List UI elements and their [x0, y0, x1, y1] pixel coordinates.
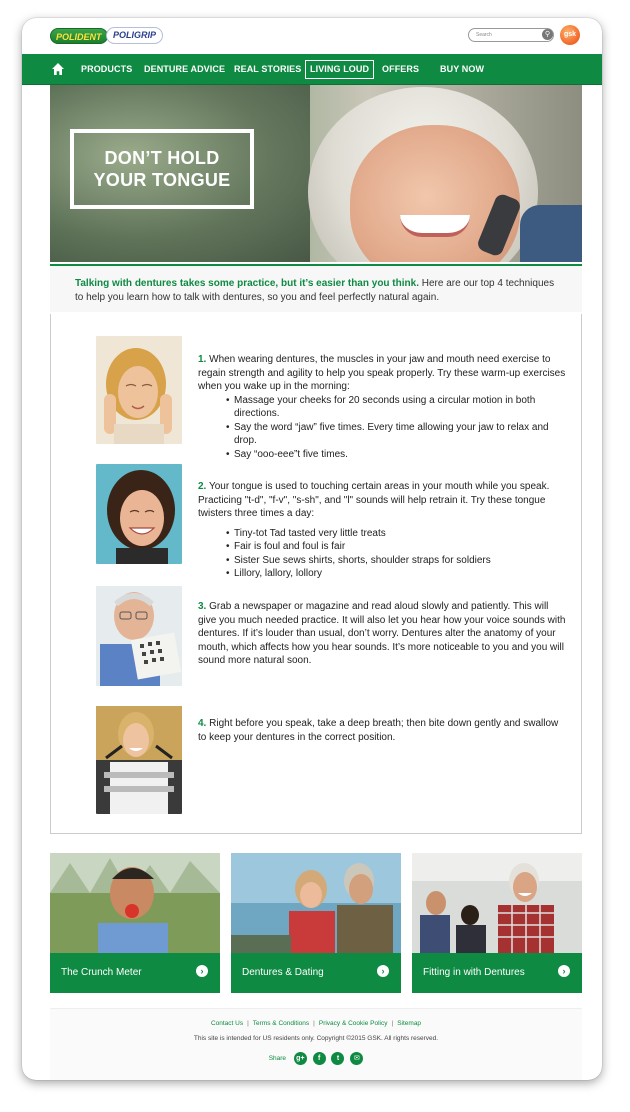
list-item: • Say “ooo-eee”t five times. [226, 448, 566, 462]
poligrip-logo[interactable]: POLIGRIP [106, 27, 163, 44]
tip-4-body [198, 717, 566, 744]
link-separator: | [391, 1020, 394, 1027]
tip-1-text: When wearing dentures, the muscles in your jaw and mouth need exercise to regain strength and agility to help you speak properly. Try these warm-up exercises when you wake up in the morning: [198, 354, 566, 392]
list-item: • Fair is foul and foul is fair [226, 540, 566, 554]
tip-4 [198, 717, 566, 744]
tip-2-text: Your tongue is used to touching certain areas in your mouth while you speak. Practicing "t-d", "f-v", "s-sh", and "l" sounds will help retrain it. Try these tongue twisters three times a day: [198, 481, 550, 519]
chevron-right-icon[interactable]: › [558, 965, 570, 977]
chevron-right-icon[interactable]: › [196, 965, 208, 977]
tip-1-body [198, 353, 566, 394]
list-item: • Say the word “jaw” five times. Every time allowing your jaw to relax and drop. [226, 421, 566, 448]
footer-link-contact[interactable]: Contact Us [210, 1020, 244, 1027]
intro-paragraph [50, 264, 582, 312]
email-icon[interactable]: ✉ [350, 1052, 363, 1065]
tip-photo-2 [96, 464, 182, 564]
promo-label: The Crunch Meter [50, 953, 220, 993]
promo-photo-fitting [412, 853, 582, 953]
tip-3 [198, 600, 566, 668]
nav-item-offers[interactable]: OFFERS [382, 64, 420, 74]
nav-item-living-loud[interactable]: LIVING LOUD [305, 60, 374, 79]
tip-4-number: 4. [198, 718, 207, 729]
tip-2 [198, 480, 566, 581]
tip-2-body [198, 480, 566, 521]
page-frame [22, 18, 602, 1080]
chevron-right-icon[interactable]: › [377, 965, 389, 977]
copyright-text: This site is intended for US residents only. Copyright ©2015 GSK. All rights reserved. [193, 1035, 439, 1042]
nav-item-products[interactable]: PRODUCTS [81, 64, 133, 74]
hero-title-line1: DON’T HOLD [104, 148, 220, 168]
list-item: • Lillory, lallory, lollory [226, 567, 566, 581]
promo-photo-dating [231, 853, 401, 953]
promo-fitting-in[interactable] [412, 853, 582, 993]
tip-photo-4 [96, 706, 182, 814]
footer-link-terms[interactable]: Terms & Conditions [252, 1020, 310, 1027]
nav-item-real-stories[interactable]: REAL STORIES [234, 64, 302, 74]
tip-2-number: 2. [198, 481, 207, 492]
promo-label: Fitting in with Dentures [412, 953, 582, 993]
gsk-logo[interactable]: gsk [560, 25, 580, 45]
hero-title [70, 129, 254, 209]
tip-photo-3 [96, 586, 182, 686]
hero-photo-sleeve [520, 205, 582, 262]
nav-item-denture-advice[interactable]: DENTURE ADVICE [144, 64, 226, 74]
tips-section [50, 314, 582, 834]
polident-logo[interactable]: POLIDENT [50, 28, 108, 44]
list-item: • Massage your cheeks for 20 seconds using a circular motion in both directions. [226, 394, 566, 421]
promo-photo-crunch [50, 853, 220, 953]
footer [50, 1008, 582, 1080]
intro-rest: Here are our top 4 techniques to help you learn how to talk with dentures, so you and feel perfectly natural again. [75, 278, 555, 303]
tip-2-bullets [226, 527, 566, 581]
promo-label: Dentures & Dating [231, 953, 401, 993]
list-item: • Sister Sue sews shirts, shorts, shoulder straps for soldiers [226, 554, 566, 568]
tip-4-text: Right before you speak, take a deep breath; then bite down gently and swallow to keep your dentures in the correct position. [198, 718, 559, 743]
main-nav [22, 54, 602, 85]
tip-3-text: Grab a newspaper or magazine and read aloud slowly and patiently. This will give you much needed practice. It will also let you hear how your voice sounds with dentures. If it’s louder than usual, don’t worry. Dentures alter the anatomy of your mouth, which affects how you hear sounds. It’s more noticeable to you and you will sound more natural soon. [198, 601, 566, 666]
hero-photo-smile [400, 215, 470, 237]
footer-link-sitemap[interactable]: Sitemap [397, 1020, 422, 1027]
promo-crunch-meter[interactable] [50, 853, 220, 993]
top-header [22, 18, 602, 54]
hero-title-line2: YOUR TONGUE [93, 170, 231, 190]
link-separator: | [313, 1020, 315, 1027]
tip-3-number: 3. [198, 601, 207, 612]
footer-link-privacy[interactable]: Privacy & Cookie Policy [318, 1020, 388, 1027]
facebook-icon[interactable]: f [313, 1052, 326, 1065]
tip-1-bullets [226, 394, 566, 462]
share-row [50, 1052, 582, 1065]
list-item: • Tiny-tot Tad tasted very little treats [226, 527, 566, 541]
search-input[interactable]: Search [468, 28, 554, 42]
hero-banner [50, 85, 582, 262]
tip-1 [198, 353, 566, 461]
footer-links [50, 1020, 582, 1027]
promo-dentures-dating[interactable] [231, 853, 401, 993]
magnifier-icon[interactable]: ⚲ [542, 29, 553, 40]
home-icon[interactable] [51, 62, 65, 76]
tip-3-body [198, 600, 566, 668]
link-separator: | [247, 1020, 249, 1027]
nav-item-buy-now[interactable]: BUY NOW [440, 64, 485, 74]
google-plus-icon[interactable]: g+ [294, 1052, 307, 1065]
intro-lead: Talking with dentures takes some practice, but it’s easier than you think. [75, 278, 419, 289]
tip-photo-1 [96, 336, 182, 444]
share-label: Share [268, 1055, 287, 1062]
twitter-icon[interactable]: t [331, 1052, 344, 1065]
tip-1-number: 1. [198, 354, 207, 365]
